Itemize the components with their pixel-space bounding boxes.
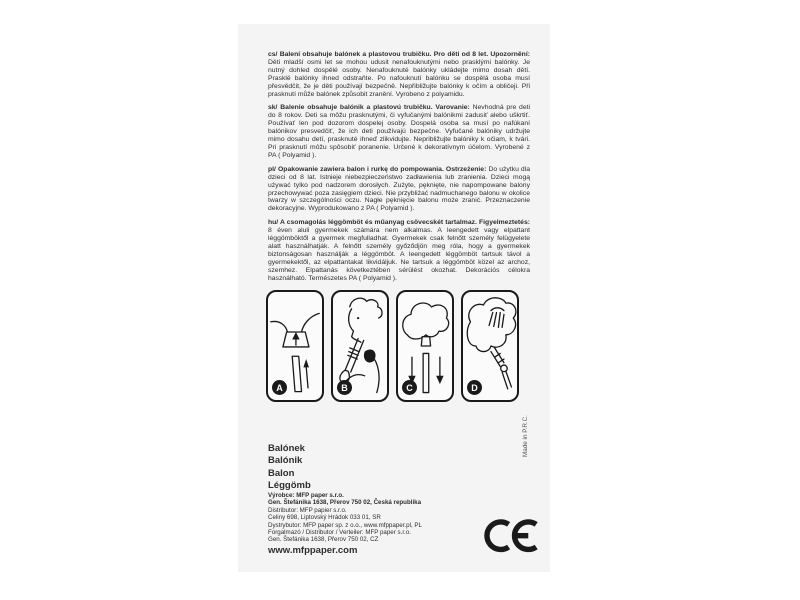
website-text: www.mfppaper.com — [268, 545, 358, 556]
warning-lead-cs: cs/ Balení obsahuje balónek a plastovou trubičku. Pro děti od 8 let. Upozornění: — [268, 51, 530, 58]
warning-paragraph-sk — [268, 104, 530, 159]
pictogram-step-a — [266, 290, 324, 402]
step-badge-c: C — [402, 380, 417, 395]
distributor-cz-address: Gen. Štefánika 1638, Přerov 750 02, CZ — [268, 536, 379, 544]
warning-lead-pl: pl/ Opakowanie zawiera balon i rurkę do pompowania. Ostrzeżenie: — [268, 165, 487, 173]
pictogram-step-c — [396, 290, 454, 402]
step-badge-d: D — [467, 380, 482, 395]
step-badge-b: B — [337, 380, 352, 395]
distributor-sk-address: Celiny 698, Liptovský Hrádok 033 01, SR — [268, 514, 381, 522]
warning-body-hu: 8 éven aluli gyermekek számára nem alkalmas. A leengedett vagy elpattant léggömböktől a gyermek megfulladhat. Gyermekek csak felnőtt személy felügyelete alatt használhatják. A felnőtt személy győződjön meg róla, hogy a gyermekek biztonságosan használják a léggömböt. A leengedett léggömböt tartsuk távol a gyermekektől, az elpattantakat likvidáljuk. Ne tartsuk a léggömböt közel az archoz, szemhez. Elpattanás következtében sérülést okozhat. Dekorációs célokra használható. Természetes PA ( Polyamid ). — [268, 227, 530, 282]
warning-text-block — [268, 51, 530, 288]
product-name-sk: Balónik — [268, 455, 303, 467]
product-label-card — [238, 24, 550, 572]
manufacturer-line: Výrobce: MFP paper s.r.o. — [268, 492, 344, 499]
product-name-hu: Léggömb — [268, 479, 311, 491]
warning-paragraph-pl — [268, 166, 530, 213]
distributor-multi-line: Forgalmazó / Distributor / Verteiler: MFP paper s.r.o. — [268, 529, 411, 537]
ce-mark-icon — [484, 516, 546, 560]
product-name-cs: Balónek — [268, 443, 305, 454]
pictogram-step-b — [331, 290, 389, 402]
step-badge-a: A — [272, 380, 287, 395]
warning-paragraph-cs — [268, 51, 530, 98]
warning-paragraph-hu — [268, 219, 530, 282]
warning-lead-sk: sk/ Balenie obsahuje balónik a plastovú trubičku. Varovanie: — [268, 104, 470, 112]
manufacturer-address: Gen. Štefánika 1638, Přerov 750 02, Česká republika — [268, 499, 422, 507]
warning-body-pl: Do użytku dla dzieci od 8 lat. Istnieje niebezpieczeństwo zadławienia lub zranienia. Dzieci mogą używać tylko pod nadzorem dorosłych. Zużyte, pęknięte, nie napompowane balony przechowywać poza zasięgiem dzieci. Nie przybliżać nadmuchanego balonu w okolice twarzy w szczególności oczu. Nagłe pęknięcie balonu może zranić. Przeznaczenie dekoracyjne. Wyprodukowano z PA ( Polyamid ). — [268, 165, 531, 213]
pictogram-step-d — [461, 290, 519, 402]
product-name-pl: Balon — [268, 467, 295, 479]
instruction-pictogram-row — [266, 290, 519, 402]
distributor-pl-line: Dystrybutor: MFP paper sp. z o.o., www.mfppaper.pl, PL — [268, 521, 422, 529]
warning-lead-hu: hu/ A csomagolás léggömböt és műanyag csövecskét tartalmaz. Figyelmeztetés: — [268, 219, 530, 227]
product-name-list — [268, 443, 311, 492]
company-info-block — [268, 492, 422, 544]
warning-body-sk: Nevhodná pre deti do 8 rokov. Deti sa môžu prasknutými, či vyfučanými balónikmi zadusiť alebo uškrtiť. Používať len pod dozorom dospelej osoby. Dospelá osoba sa musí po nafúkaní balónikov presvedčiť, že ich deti používajú bezpečne. Vyfučané balóniky udržujte mimo dosahu detí, prasknuté ihneď zlikvidujte. Nepribližujte balóniky k očiam, k tvári. Pri prasknutí môžu spôsobiť poranenie. Určené k dekoratívnym účelom. Vyrobené z PA ( Polyamid ). — [268, 104, 531, 159]
made-in-text: Made in P.R.C. — [522, 415, 529, 457]
distributor-sk-line: Distributor: MFP papier s.r.o. — [268, 506, 347, 514]
warning-body-cs: Děti mladší osmi let se mohou udusit nenafouknutými nebo prasklými balónky. Je nutný dohled dospělé osoby. Nenafouknuté balónky ukládejte mimo dosah dětí. Prasklé balónky ihned odstraňte. Po nafouknutí balónku se dospělá osoba musí přesvědčit, že je děti používají bezpečně. Nepřibližujte balónky k očím a obličeji. Při prasknutí může balónek způsobit zranění. Vyrobeno z polyamidu. — [268, 58, 530, 98]
